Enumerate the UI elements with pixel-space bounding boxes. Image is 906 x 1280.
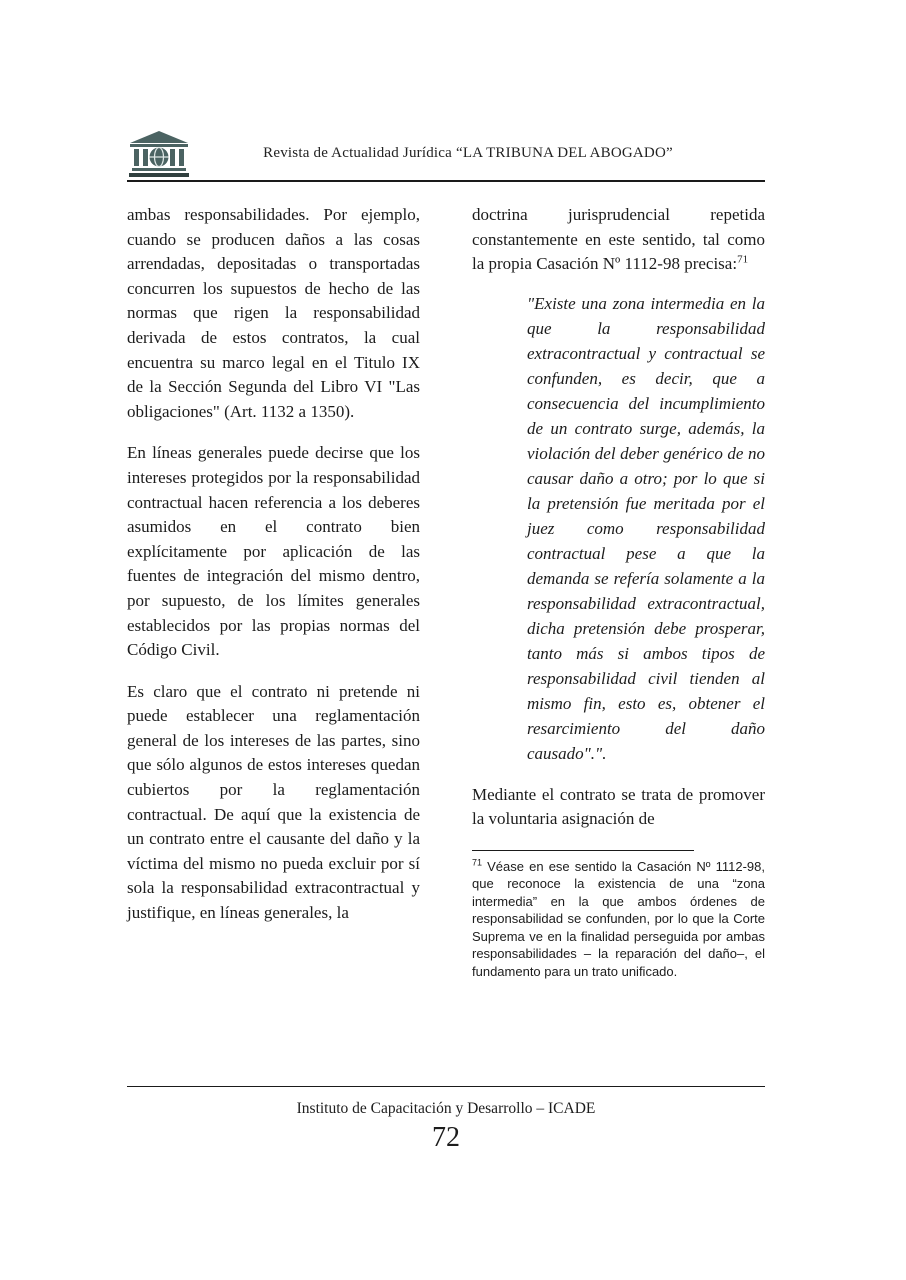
closing-paragraph: Mediante el contrato se trata de promover la voluntaria asignación de (472, 784, 765, 829)
body-columns (127, 203, 765, 980)
footnote-divider (472, 850, 694, 851)
left-column (127, 203, 420, 980)
intro-text: doctrina jurisprudencial repetida constantemente en este sentido, tal como la propia Casación Nº 1112-98 precisa: (472, 205, 765, 274)
paragraph-3: Es claro que el contrato ni pretende ni puede establecer una reglamentación general de los intereses de las partes, sino que sólo algunos de estos intereses quedan cubiertos por la reglamentación contractual. De aquí que la existencia de un contrato entre el causante del daño y la víctima del mismo no pueda excluir por sí sola la responsabilidad extracontractual y justifique, en líneas generales, la (127, 681, 420, 923)
paragraph-1: ambas responsabilidades. Por ejemplo, cuando se producen daños a las cosas arrendadas, depositadas o transportadas concurren los supuestos de hecho de las normas que rigen la responsabilidad derivada de estos contratos, la cual encuentra su marco legal en el Titulo IX de la Sección Segunda del Libro VI "Las obligaciones" (Art. 1132 a 1350). (127, 205, 420, 421)
right-column (472, 203, 765, 980)
paragraph-2: En líneas generales puede decirse que los intereses protegidos por la responsabilidad contractual hacen referencia a los deberes asumidos en el contrato bien explícitamente por aplicación de las fuentes de integración del mismo dentro, por supuesto, de los límites generales establecidos por las propias normas del Código Civil. (127, 443, 420, 660)
casacion-quote: "Existe una zona intermedia en la que la responsabilidad extracontractual y contractual se confunden, es decir, que a consecuencia del incumplimiento de un contrato surge, además, la violación del deber genérico de no causar daño a otro; por lo que si la pretensión fue meritada por el juez como responsabilidad contractual pese a que la demanda se refería solamente a la responsabilidad extracontractual, dicha pretensión debe prosperar, tanto más si ambos tipos de responsabilidad civil tienden al mismo fin, esto es, obtener el resarcimiento del daño causado".". (527, 293, 765, 763)
footnote-section (472, 850, 765, 981)
footnote-number: 71 (472, 857, 483, 868)
footer-divider (127, 1086, 765, 1087)
footnote-reference: 71 (737, 253, 749, 266)
icade-logo-icon (127, 130, 191, 180)
footnote-body: Véase en ese sentido la Casación Nº 1112-98, que reconoce la existencia de una “zona intermedia” en la que ambos órdenes de responsabilidad se confunden, por lo que la Corte Suprema ve en la finalidad perseguida por ambas responsabilidades – la reparación del daño–, el fundamento para un trato unificado. (472, 858, 765, 979)
page-header (127, 126, 765, 182)
page-number: 72 (432, 1122, 460, 1153)
footnote-text (472, 858, 765, 981)
journal-title: Revista de Actualidad Jurídica “LA TRIBUNA DEL ABOGADO” (263, 144, 673, 161)
intro-paragraph (472, 203, 765, 277)
institute-name: Instituto de Capacitación y Desarrollo – ICADE (296, 1100, 596, 1117)
